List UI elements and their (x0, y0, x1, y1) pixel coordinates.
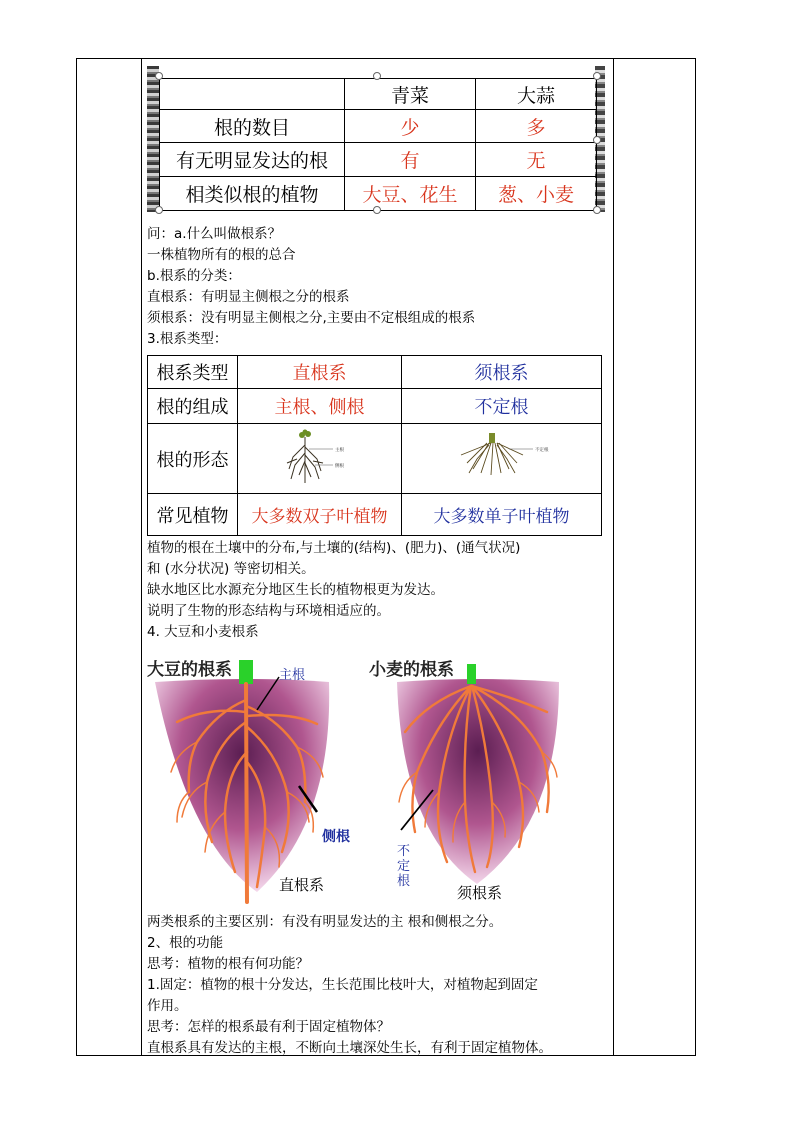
drought-root-text: 缺水地区比水源充分地区生长的植物根更为发达。 (147, 582, 444, 598)
table1-row1-dasuan: 多 (476, 110, 597, 143)
fibrous-label: 不定根 (534, 447, 548, 453)
fibrous-caption: 须根系 (457, 884, 503, 902)
root-systems-figure (147, 652, 567, 907)
taproot-illustration (275, 429, 365, 485)
question-root-system: 问：a.什么叫做根系？ (147, 226, 282, 242)
table2-row3-label: 根的形态 (148, 424, 238, 494)
resize-handle-tl[interactable] (155, 72, 163, 80)
table2-row4-tap: 大多数双子叶植物 (238, 494, 402, 536)
resize-handle-bm[interactable] (373, 206, 381, 214)
root-systems-svg (147, 652, 567, 907)
taproot-fixation-answer: 直根系具有发达的主根，不断向土壤深处生长，有利于固定植物体。 (147, 1040, 552, 1056)
table1-row1-qingcai: 少 (345, 110, 476, 143)
table1-row2-dasuan: 无 (476, 143, 597, 177)
image-edge-left (147, 66, 159, 212)
taproot-label-main: 主根 (334, 447, 344, 453)
table1-row3-qingcai: 大豆、花生 (345, 177, 476, 211)
fixation-line1: 1.固定：植物的根十分发达，生长范围比枝叶大，对植物起到固定 (147, 977, 538, 993)
fibrous-definition: 须根系：没有明显主侧根之分,主要由不定根组成的根系 (147, 310, 476, 326)
table1-row2-qingcai: 有 (345, 143, 476, 177)
table2-row1-tap: 直根系 (238, 356, 402, 389)
soil-relation-line2: 和 (水分状况) 等密切相关。 (147, 561, 315, 577)
adaptation-text: 说明了生物的形态结构与环境相适应的。 (147, 603, 390, 619)
table2-row1-label: 根系类型 (148, 356, 238, 389)
soil-relation-line1: 植物的根在土壤中的分布,与土壤的(结构)、(肥力)、(通气状况) (147, 540, 521, 556)
table2 (147, 355, 602, 536)
resize-handle-br[interactable] (593, 206, 601, 214)
lateral-root-label: 侧根 (322, 829, 350, 845)
table1-row2-label: 有无明显发达的根 (160, 143, 345, 177)
wheat-stem (467, 664, 476, 684)
think-root-function: 思考：植物的根有何功能？ (147, 956, 309, 972)
table2-row4-fibrous: 大多数单子叶植物 (402, 494, 602, 536)
column-divider-right (613, 58, 614, 1056)
table1-header-col1: 青菜 (345, 79, 476, 110)
table2-row2-fibrous: 不定根 (402, 389, 602, 424)
table1-row3-label: 相类似根的植物 (160, 177, 345, 211)
table2-row1-fibrous: 须根系 (402, 356, 602, 389)
table1-row1-label: 根的数目 (160, 110, 345, 143)
column-divider-left (141, 58, 142, 1056)
table2-row2-tap: 主根、侧根 (238, 389, 402, 424)
main-difference-text: 两类根系的主要区别：有没有明显发达的主 根和侧根之分。 (147, 914, 503, 930)
root-function-heading: 2、根的功能 (147, 935, 224, 951)
soybean-stem (239, 660, 253, 684)
table2-row2-label: 根的组成 (148, 389, 238, 424)
resize-handle-tr[interactable] (593, 72, 601, 80)
table1-image[interactable] (147, 66, 605, 214)
taproot-label-side: 侧根 (334, 463, 344, 469)
root-classification-heading: b.根系的分类： (147, 268, 241, 284)
taproot-caption: 直根系 (279, 876, 325, 894)
taproot-definition: 直根系：有明显主侧根之分的根系 (147, 289, 350, 305)
think-best-root: 思考：怎样的根系最有利于固定植物体？ (147, 1019, 390, 1035)
adventitious-root-label: 不定根 (397, 844, 411, 889)
table2-fibrous-image-cell (402, 424, 602, 494)
fixation-line2: 作用。 (147, 998, 188, 1014)
wheat-title: 小麦的根系 (369, 660, 454, 680)
main-root-label: 主根 (279, 668, 306, 683)
soybean-title: 大豆的根系 (147, 660, 232, 680)
resize-handle-mr[interactable] (593, 136, 601, 144)
table1-row3-dasuan: 葱、小麦 (476, 177, 597, 211)
root-types-heading: 3.根系类型： (147, 331, 228, 347)
table1-header-empty (160, 79, 345, 110)
table2-taproot-image-cell (238, 424, 402, 494)
table1 (159, 78, 597, 211)
resize-handle-bl[interactable] (155, 206, 163, 214)
table2-row4-label: 常见植物 (148, 494, 238, 536)
resize-handle-tm[interactable] (373, 72, 381, 80)
fibrous-root-illustration (447, 429, 557, 485)
answer-root-system: 一株植物所有的根的总合 (147, 247, 296, 263)
table1-header-col2: 大蒜 (476, 79, 597, 110)
soybean-wheat-heading: 4. 大豆和小麦根系 (147, 624, 259, 640)
